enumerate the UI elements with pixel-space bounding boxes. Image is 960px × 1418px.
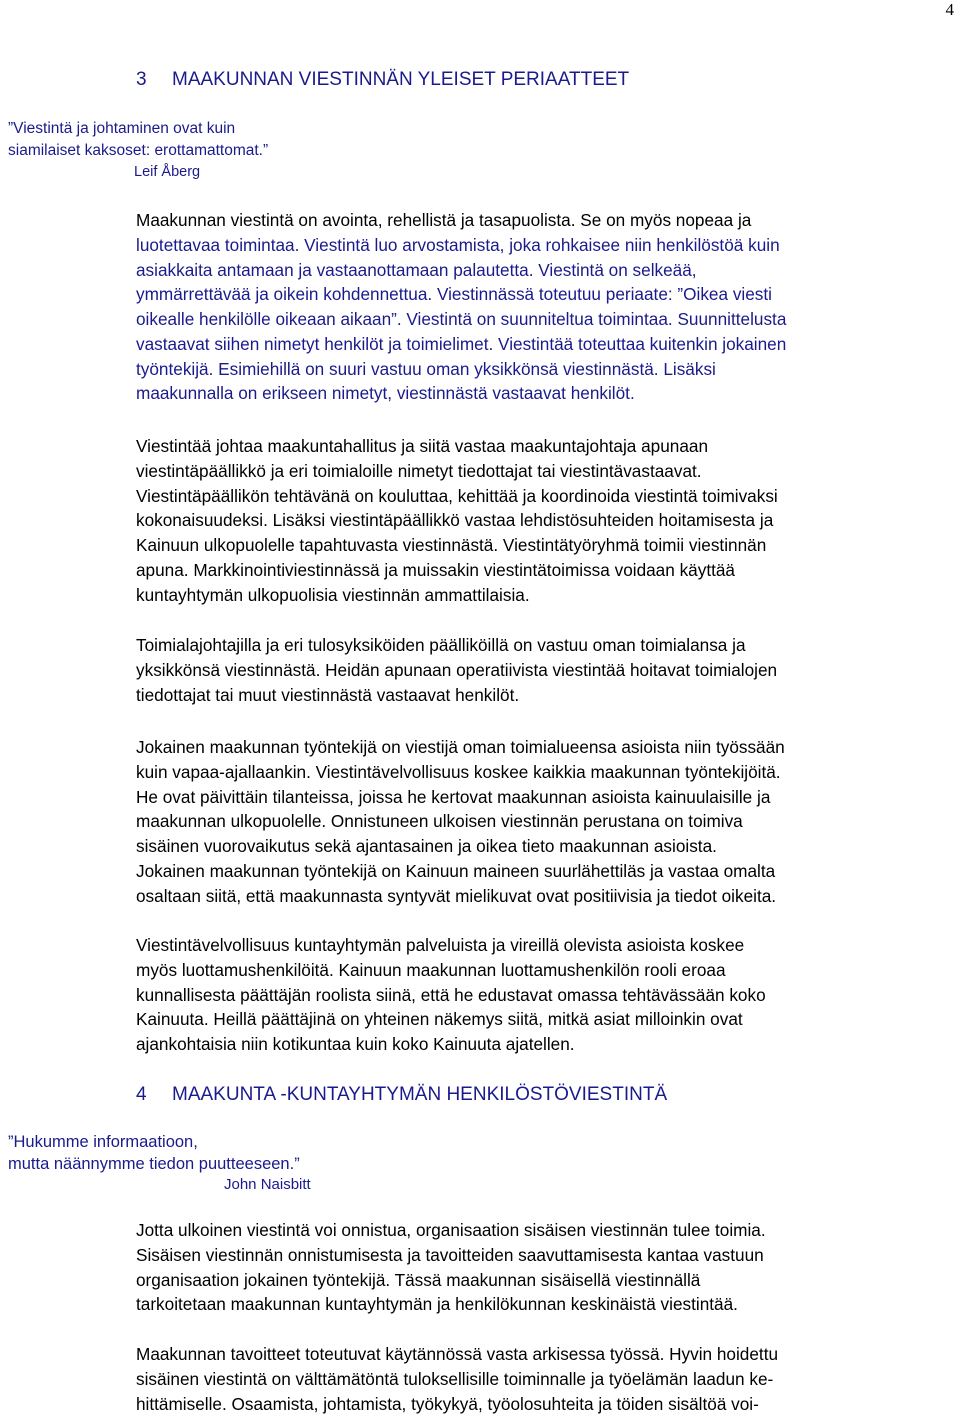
section-3-heading — [136, 68, 629, 92]
paragraph-line: Jokainen maakunnan työntekijä on Kainuun maineen suurlähettiläs ja vastaa omalta — [136, 860, 776, 881]
paragraph-line: oikealle henkilölle oikeaan aikaan”. Viestintä on suunniteltua toimintaa. Suunnittelusta — [136, 309, 787, 329]
paragraph-line: Jotta ulkoinen viestintä voi onnistua, organisaation sisäisen viestinnän tulee toimia. — [136, 1220, 766, 1240]
paragraph-line: kokonaisuudeksi. Lisäksi viestintäpäällikkö vastaa lehdistösuhteiden hoitamisesta ja — [136, 510, 774, 531]
paragraph-line: sisäinen viestintä on välttämätöntä tuloksellisille toiminnalle ja työelämän laadun ke- — [136, 1368, 774, 1389]
paragraph — [136, 633, 777, 707]
section-title: MAAKUNTA -KUNTAYHTYMÄN HENKILÖSTÖVIESTINTÄ — [172, 1084, 668, 1105]
paragraph-line: työntekijä. Esimiehillä on suuri vastuu oman yksikkönsä viestinnästä. Lisäksi — [136, 358, 716, 379]
paragraph — [136, 933, 766, 1057]
paragraph-line: tiedottajat tai muut viestinnästä vastaavat henkilöt. — [136, 684, 520, 705]
paragraph-line: Kainuun ulkopuolelle tapahtuvasta viestinnästä. Viestintätyöryhmä toimii viestinnän — [136, 535, 767, 555]
paragraph-line: tarkoitetaan maakunnan kuntayhtymän ja henkilökunnan keskinäistä viestintää. — [136, 1294, 738, 1315]
paragraph-line: Toimialajohtajilla ja eri tulosyksiköiden päälliköillä on vastuu oman toimialansa ja — [136, 635, 746, 655]
paragraph-line: viestintäpäällikkö ja eri toimialoille nimetyt tiedottajat tai viestintävastaavat. — [136, 460, 702, 481]
paragraph-line: apuna. Markkinointiviestinnässä ja muissakin viestintätoimissa voidaan käyttää — [136, 559, 735, 580]
paragraph-line: Maakunnan viestintä on avointa, rehellistä ja tasapuolista. Se on myös nopeaa ja — [136, 210, 752, 230]
paragraph — [136, 208, 786, 406]
paragraph-line: Kainuuta. Heillä päättäjinä on yhteinen näkemys siitä, mitkä asiat milloinkin ovat — [136, 1009, 743, 1030]
page-number: 4 — [945, 0, 954, 19]
paragraph — [136, 1218, 766, 1317]
quote-line: ”Viestintä ja johtaminen ovat kuin — [8, 120, 236, 137]
paragraph-line: vastaavat siihen nimetyt henkilöt ja toimielimet. Viestintää toteuttaa kuitenkin jokainen — [136, 333, 787, 354]
paragraph — [136, 735, 785, 908]
paragraph-line: Jokainen maakunnan työntekijä on viestijä oman toimialueensa asioista niin työssään — [136, 737, 785, 757]
section-title: MAAKUNNAN VIESTINNÄN YLEISET PERIAATTEET — [172, 69, 630, 90]
epigraph-quote — [8, 118, 268, 182]
paragraph-line: myös luottamushenkilöitä. Kainuun maakunnan luottamushenkilön rooli eroaa — [136, 959, 726, 980]
paragraph-line: Viestintävelvollisuus kuntayhtymän palveluista ja vireillä olevista asioista koskee — [136, 935, 745, 955]
paragraph-line: kuntayhtymän ulkopuolisia viestinnän ammattilaisia. — [136, 584, 530, 605]
paragraph-line: Viestintäpäällikön tehtävänä on kouluttaa, kehittää ja koordinoida viestintä toimivaksi — [136, 485, 778, 506]
paragraph-line: Sisäisen viestinnän onnistumisesta ja tavoitteiden saavuttamisesta kantaa vastuun — [136, 1244, 764, 1265]
paragraph-line: Viestintää johtaa maakuntahallitus ja siitä vastaa maakuntajohtaja apunaan — [136, 436, 709, 456]
paragraph-line: maakunnan ulkopuolelle. Onnistuneen ulkoisen viestinnän perustana on toimiva — [136, 811, 743, 832]
paragraph-line: osaltaan siitä, että maakunnasta syntyvät mielikuvat ovat positiivisia ja tiedot oikeita. — [136, 885, 777, 906]
paragraph — [136, 434, 778, 607]
section-4-heading — [136, 1083, 667, 1107]
quote-line: siamilaiset kaksoset: erottamattomat.” — [8, 142, 269, 159]
quote-line: ”Hukumme informaatioon, — [8, 1133, 198, 1151]
section-number: 4 — [136, 1084, 147, 1105]
paragraph-line: hittämiselle. Osaamista, johtamista, työkykyä, työolosuhteita ja töiden sisältöä voi- — [136, 1393, 759, 1414]
epigraph-quote — [8, 1131, 311, 1195]
paragraph-line: sisäinen vuorovaikutus sekä ajantasainen ja oikea tieto maakunnan asioista. — [136, 836, 717, 856]
quote-line: mutta näännymme tiedon puutteeseen.” — [8, 1155, 300, 1173]
paragraph-line: organisaation jokainen työntekijä. Tässä maakunnan sisäisellä viestinnällä — [136, 1269, 701, 1290]
paragraph-line: He ovat päivittäin tilanteissa, joissa he kertovat maakunnan asioista kainuulaisille ja — [136, 786, 771, 807]
paragraph-line: maakunnalla on erikseen nimetyt, viestinnästä vastaavat henkilöt. — [136, 383, 635, 404]
paragraph-line: yksikkönsä viestinnästä. Heidän apunaan operatiivista viestintää hoitavat toimialojen — [136, 659, 778, 680]
section-number: 3 — [136, 69, 147, 90]
paragraph-line: asiakkaita antamaan ja vastaanottamaan palautetta. Viestintä on selkeää, — [136, 259, 697, 280]
quote-author: John Naisbitt — [224, 1176, 311, 1193]
paragraph-line: kuin vapaa-ajallaankin. Viestintävelvollisuus koskee kaikkia maakunnan työntekijöitä. — [136, 761, 781, 782]
paragraph-line: Maakunnan tavoitteet toteutuvat käytännössä vasta arkisessa työssä. Hyvin hoidettu — [136, 1344, 779, 1364]
paragraph-line: kunnallisesta päättäjän roolista siinä, että he edustavat omassa tehtävässään koko — [136, 984, 766, 1005]
paragraph-line: luotettavaa toimintaa. Viestintä luo arvostamista, joka rohkaisee niin henkilöstöä kuin — [136, 234, 780, 255]
paragraph-line: ajankohtaisia niin kotikuntaa kuin koko Kainuuta ajatellen. — [136, 1034, 575, 1054]
paragraph-line: ymmärrettävää ja oikein kohdennettua. Viestinnässä toteutuu periaate: ”Oikea viesti — [136, 284, 772, 305]
quote-author: Leif Åberg — [134, 164, 201, 180]
paragraph — [136, 1342, 778, 1416]
